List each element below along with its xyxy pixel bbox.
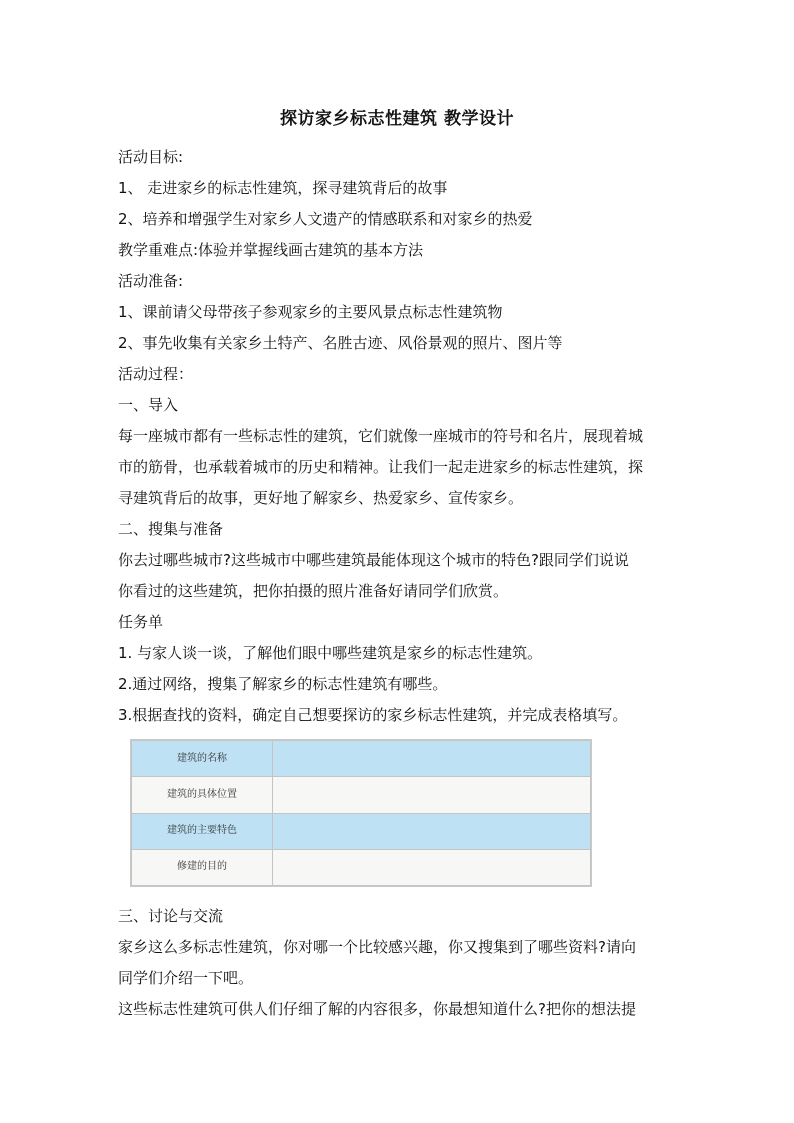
prep-heading: 活动准备:: [118, 272, 184, 290]
task-heading: 任务单: [118, 613, 164, 631]
task-table-image: [130, 739, 592, 887]
process-heading: 活动过程：: [118, 365, 194, 383]
task-item-1: 1. 与家人谈一谈，了解他们眼中哪些建筑是家乡的标志性建筑。: [118, 644, 543, 662]
prep-item-2: 2、事先收集有关家乡土特产、名胜古迹、风俗景观的照片、图片等: [118, 334, 563, 352]
intro-line-3: 寻建筑背后的故事，更好地了解家乡、热爱家乡、宣传家乡。: [118, 489, 524, 507]
document-title: 探访家乡标志性建筑 教学设计: [280, 109, 514, 129]
table-row-label: 建筑的主要特色: [132, 813, 273, 849]
prep-item-1: 1、课前请父母带孩子参观家乡的主要风景点标志性建筑物: [118, 303, 503, 321]
intro-line-1: 每一座城市都有一些标志性的建筑，它们就像一座城市的符号和名片，展现着城: [118, 427, 644, 445]
discuss-line-3: 这些标志性建筑可供人们仔细了解的内容很多，你最想知道什么?把你的想法提: [118, 1000, 636, 1018]
collect-line-1: 你去过哪些城市?这些城市中哪些建筑最能体现这个城市的特色?跟同学们说说: [118, 551, 629, 569]
table-row-label: 建筑的具体位置: [132, 777, 273, 813]
table-row-value: [273, 849, 591, 885]
key-point: 教学重难点:体验并掌握线画古建筑的基本方法: [118, 241, 424, 259]
task-item-3: 3.根据查找的资料，确定自己想要探访的家乡标志性建筑，并完成表格填写。: [118, 706, 628, 724]
table-row: [132, 813, 591, 849]
goal-item-2: 2、培养和增强学生对家乡人文遗产的情感联系和对家乡的热爱: [118, 210, 533, 228]
collect-line-2: 你看过的这些建筑，把你拍摄的照片准备好请同学们欣赏。: [118, 582, 509, 600]
task-item-2: 2.通过网络，搜集了解家乡的标志性建筑有哪些。: [118, 675, 448, 693]
table-row-value: [273, 741, 591, 777]
section-2-heading: 二、搜集与准备: [118, 520, 224, 538]
goal-heading: 活动目标:: [118, 148, 184, 166]
document-body: [118, 142, 678, 1025]
task-table: [131, 740, 591, 886]
table-row: [132, 849, 591, 885]
table-row: [132, 777, 591, 813]
table-row-value: [273, 777, 591, 813]
section-1-heading: 一、导入: [118, 396, 179, 414]
discuss-line-1: 家乡这么多标志性建筑，你对哪一个比较感兴趣，你又搜集到了哪些资料?请向: [118, 938, 636, 956]
table-row-label: 建筑的名称: [132, 741, 273, 777]
table-row: [132, 741, 591, 777]
discuss-line-2: 同学们介绍一下吧。: [118, 969, 254, 987]
section-3-heading: 三、讨论与交流: [118, 907, 224, 925]
table-row-value: [273, 813, 591, 849]
table-row-label: 修建的目的: [132, 849, 273, 885]
goal-item-1: 1、 走进家乡的标志性建筑，探寻建筑背后的故事: [118, 179, 448, 197]
intro-line-2: 市的筋骨，也承载着城市的历史和精神。让我们一起走进家乡的标志性建筑，探: [118, 458, 644, 476]
